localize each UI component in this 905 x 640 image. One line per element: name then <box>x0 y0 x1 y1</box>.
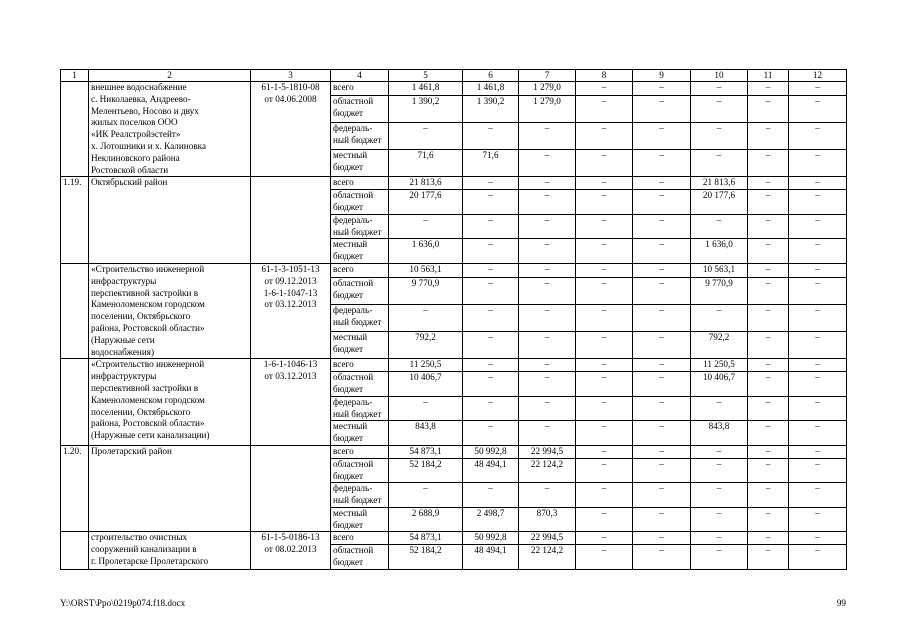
value-cell: – <box>463 263 519 277</box>
value-cell: 10 563,1 <box>691 263 748 277</box>
header-cell: 8 <box>576 70 633 82</box>
value-cell: – <box>576 458 633 483</box>
value-cell: – <box>748 507 789 532</box>
value-cell: – <box>576 332 633 359</box>
value-cell: – <box>633 545 691 570</box>
value-cell: – <box>576 239 633 264</box>
value-cell: – <box>633 483 691 508</box>
value-cell: – <box>633 150 691 177</box>
value-cell: – <box>576 359 633 372</box>
budget-type: всего <box>331 82 389 96</box>
value-cell: – <box>748 305 789 332</box>
document-reference: 61-1-3-1051-13 от 09.12.2013 1-6-1-1047-13 от 03.12.2013 <box>251 263 331 358</box>
value-cell: – <box>576 445 633 458</box>
value-cell: – <box>463 177 519 190</box>
value-cell: – <box>691 483 748 508</box>
value-cell: – <box>519 359 576 372</box>
value-cell: – <box>789 214 847 239</box>
value-cell: 10 563,1 <box>389 263 463 277</box>
value-cell: – <box>748 483 789 508</box>
value-cell: – <box>789 421 847 446</box>
budget-type: местный бюджет <box>331 421 389 446</box>
value-cell: – <box>789 532 847 545</box>
value-cell: – <box>789 150 847 177</box>
page-number: 99 <box>836 598 846 608</box>
value-cell: – <box>633 458 691 483</box>
document-reference <box>251 177 331 264</box>
value-cell: 11 250,5 <box>389 359 463 372</box>
value-cell: 9 770,9 <box>389 278 463 305</box>
value-cell: – <box>748 396 789 421</box>
value-cell: 1 636,0 <box>389 239 463 264</box>
value-cell: – <box>519 332 576 359</box>
value-cell: 54 873,1 <box>389 445 463 458</box>
header-cell: 3 <box>251 70 331 82</box>
value-cell: – <box>691 545 748 570</box>
item-number <box>61 82 89 177</box>
value-cell: – <box>691 123 748 150</box>
document-reference <box>251 445 331 532</box>
value-cell: – <box>748 445 789 458</box>
value-cell: – <box>389 214 463 239</box>
value-cell: – <box>389 483 463 508</box>
value-cell: – <box>633 372 691 397</box>
budget-type: областной бюджет <box>331 545 389 570</box>
value-cell: – <box>389 396 463 421</box>
value-cell: – <box>463 396 519 421</box>
item-number <box>61 263 89 358</box>
value-cell: – <box>748 458 789 483</box>
value-cell: – <box>691 458 748 483</box>
value-cell: 50 992,8 <box>463 532 519 545</box>
value-cell: – <box>576 123 633 150</box>
value-cell: – <box>748 263 789 277</box>
header-cell: 11 <box>748 70 789 82</box>
value-cell: – <box>748 214 789 239</box>
object-name: «Строительство инженерной инфраструктуры перспективной застройки в Каменоломенском городском поселении, Октябрьского района, Ростовской области» (Наружные сети водоснабжения) <box>89 263 251 358</box>
value-cell: 22 124,2 <box>519 545 576 570</box>
table-row <box>61 532 847 545</box>
value-cell: – <box>576 263 633 277</box>
table-row <box>61 263 847 277</box>
value-cell: – <box>519 483 576 508</box>
value-cell: 22 124,2 <box>519 458 576 483</box>
value-cell: 22 994,5 <box>519 445 576 458</box>
value-cell: – <box>576 177 633 190</box>
value-cell: – <box>576 82 633 96</box>
value-cell: 1 279,0 <box>519 96 576 123</box>
value-cell: – <box>789 332 847 359</box>
value-cell: – <box>748 372 789 397</box>
value-cell: – <box>633 359 691 372</box>
budget-type: всего <box>331 177 389 190</box>
value-cell: – <box>691 532 748 545</box>
value-cell: – <box>789 396 847 421</box>
value-cell: 21 813,6 <box>691 177 748 190</box>
value-cell: – <box>691 150 748 177</box>
budget-type: местный бюджет <box>331 332 389 359</box>
value-cell: – <box>789 82 847 96</box>
value-cell: – <box>519 372 576 397</box>
value-cell: – <box>691 96 748 123</box>
budget-type: федераль- ный бюджет <box>331 214 389 239</box>
table-row <box>61 359 847 372</box>
value-cell: – <box>519 421 576 446</box>
header-cell: 10 <box>691 70 748 82</box>
value-cell: 52 184,2 <box>389 458 463 483</box>
header-cell: 5 <box>389 70 463 82</box>
value-cell: – <box>633 263 691 277</box>
value-cell: – <box>519 239 576 264</box>
budget-type: федераль- ный бюджет <box>331 123 389 150</box>
value-cell: – <box>748 96 789 123</box>
value-cell: – <box>748 190 789 215</box>
budget-type: областной бюджет <box>331 96 389 123</box>
value-cell: 792,2 <box>389 332 463 359</box>
value-cell: – <box>576 483 633 508</box>
budget-table <box>60 69 847 570</box>
value-cell: – <box>748 359 789 372</box>
value-cell: – <box>389 305 463 332</box>
value-cell: – <box>463 332 519 359</box>
value-cell: – <box>576 421 633 446</box>
value-cell: – <box>519 278 576 305</box>
value-cell: – <box>463 190 519 215</box>
value-cell: 10 406,7 <box>691 372 748 397</box>
header-cell: 7 <box>519 70 576 82</box>
value-cell: 843,8 <box>389 421 463 446</box>
budget-type: федераль- ный бюджет <box>331 396 389 421</box>
value-cell: 843,8 <box>691 421 748 446</box>
budget-type: федераль- ный бюджет <box>331 305 389 332</box>
value-cell: – <box>748 239 789 264</box>
value-cell: – <box>789 123 847 150</box>
value-cell: – <box>748 123 789 150</box>
item-number <box>61 532 89 569</box>
header-cell: 6 <box>463 70 519 82</box>
value-cell: – <box>576 305 633 332</box>
table-row <box>61 445 847 458</box>
value-cell: – <box>633 82 691 96</box>
value-cell: – <box>691 507 748 532</box>
value-cell: – <box>576 96 633 123</box>
value-cell: – <box>463 239 519 264</box>
value-cell: 870,3 <box>519 507 576 532</box>
document-reference: 61-1-5-1810-08 от 04.06.2008 <box>251 82 331 177</box>
value-cell: – <box>748 332 789 359</box>
value-cell: – <box>576 278 633 305</box>
value-cell: – <box>519 177 576 190</box>
value-cell: – <box>789 96 847 123</box>
value-cell: – <box>576 532 633 545</box>
value-cell: – <box>789 545 847 570</box>
value-cell: – <box>789 507 847 532</box>
value-cell: – <box>633 532 691 545</box>
value-cell: – <box>748 421 789 446</box>
value-cell: – <box>691 305 748 332</box>
value-cell: – <box>576 214 633 239</box>
value-cell: – <box>576 372 633 397</box>
value-cell: 1 279,0 <box>519 82 576 96</box>
header-cell: 1 <box>61 70 89 82</box>
value-cell: 1 461,8 <box>389 82 463 96</box>
value-cell: – <box>633 421 691 446</box>
value-cell: – <box>789 359 847 372</box>
value-cell: – <box>691 396 748 421</box>
value-cell: – <box>748 532 789 545</box>
value-cell: – <box>633 123 691 150</box>
value-cell: – <box>633 96 691 123</box>
value-cell: – <box>519 305 576 332</box>
value-cell: – <box>519 190 576 215</box>
budget-type: всего <box>331 359 389 372</box>
value-cell: – <box>463 278 519 305</box>
value-cell: 48 494,1 <box>463 458 519 483</box>
value-cell: 2 498,7 <box>463 507 519 532</box>
value-cell: 2 688,9 <box>389 507 463 532</box>
value-cell: 50 992,8 <box>463 445 519 458</box>
budget-type: областной бюджет <box>331 190 389 215</box>
object-name: «Строительство инженерной инфраструктуры перспективной застройки в Каменоломенском городском поселении, Октябрьского района, Ростовской области» (Наружные сети канализации) <box>89 359 251 446</box>
value-cell: – <box>389 123 463 150</box>
value-cell: 792,2 <box>691 332 748 359</box>
file-path: Y:\ORST\Ppo\0219p074.f18.docx <box>60 598 186 608</box>
value-cell: 54 873,1 <box>389 532 463 545</box>
value-cell: – <box>576 507 633 532</box>
value-cell: – <box>789 239 847 264</box>
value-cell: 1 390,2 <box>389 96 463 123</box>
value-cell: 71,6 <box>389 150 463 177</box>
value-cell: – <box>519 396 576 421</box>
value-cell: – <box>463 372 519 397</box>
value-cell: 52 184,2 <box>389 545 463 570</box>
budget-type: федераль- ный бюджет <box>331 483 389 508</box>
value-cell: 20 177,6 <box>389 190 463 215</box>
value-cell: – <box>519 263 576 277</box>
value-cell: – <box>576 150 633 177</box>
value-cell: – <box>519 150 576 177</box>
table-row <box>61 82 847 96</box>
value-cell: – <box>576 396 633 421</box>
document-reference: 61-1-5-0186-13 от 08.02.2013 <box>251 532 331 569</box>
budget-type: областной бюджет <box>331 458 389 483</box>
value-cell: – <box>789 305 847 332</box>
value-cell: 71,6 <box>463 150 519 177</box>
document-reference: 1-6-1-1046-13 от 03.12.2013 <box>251 359 331 446</box>
value-cell: 1 636,0 <box>691 239 748 264</box>
value-cell: – <box>463 483 519 508</box>
value-cell: – <box>463 123 519 150</box>
value-cell: – <box>463 421 519 446</box>
value-cell: – <box>633 239 691 264</box>
value-cell: – <box>748 177 789 190</box>
value-cell: – <box>789 278 847 305</box>
value-cell: – <box>789 445 847 458</box>
value-cell: – <box>576 545 633 570</box>
value-cell: – <box>748 545 789 570</box>
value-cell: 9 770,9 <box>691 278 748 305</box>
value-cell: – <box>748 278 789 305</box>
object-name: Пролетарский район <box>89 445 251 532</box>
value-cell: – <box>463 359 519 372</box>
header-cell: 4 <box>331 70 389 82</box>
header-row <box>61 70 847 82</box>
object-name: внешнее водоснабжение с. Николаевка, Андреево- Мелентьево, Носово и двух жилых поселков ООО «ИК Реалстройэстейт» х. Лотошники и х. Калиновка Неклиновского района Ростовской области <box>89 82 251 177</box>
value-cell: – <box>633 214 691 239</box>
value-cell: 11 250,5 <box>691 359 748 372</box>
value-cell: – <box>789 263 847 277</box>
header-cell: 2 <box>89 70 251 82</box>
value-cell: – <box>789 177 847 190</box>
value-cell: – <box>519 214 576 239</box>
object-name: строительство очистных сооружений канализации в г. Пролетарске Пролетарского <box>89 532 251 569</box>
budget-type: местный бюджет <box>331 507 389 532</box>
value-cell: – <box>633 278 691 305</box>
budget-type: всего <box>331 532 389 545</box>
table-body <box>61 82 847 570</box>
value-cell: – <box>633 177 691 190</box>
value-cell: 20 177,6 <box>691 190 748 215</box>
value-cell: 10 406,7 <box>389 372 463 397</box>
value-cell: – <box>519 123 576 150</box>
value-cell: – <box>789 190 847 215</box>
value-cell: – <box>789 483 847 508</box>
value-cell: – <box>633 507 691 532</box>
item-number: 1.19. <box>61 177 89 264</box>
value-cell: – <box>463 214 519 239</box>
value-cell: – <box>633 305 691 332</box>
value-cell: 1 461,8 <box>463 82 519 96</box>
budget-type: местный бюджет <box>331 239 389 264</box>
table-row <box>61 177 847 190</box>
budget-type: всего <box>331 263 389 277</box>
value-cell: – <box>748 82 789 96</box>
item-number: 1.20. <box>61 445 89 532</box>
value-cell: – <box>748 150 789 177</box>
value-cell: – <box>691 82 748 96</box>
value-cell: – <box>633 445 691 458</box>
value-cell: – <box>576 190 633 215</box>
item-number <box>61 359 89 446</box>
value-cell: – <box>789 458 847 483</box>
value-cell: – <box>691 214 748 239</box>
budget-type: всего <box>331 445 389 458</box>
value-cell: 48 494,1 <box>463 545 519 570</box>
budget-type: областной бюджет <box>331 372 389 397</box>
object-name: Октябрьский район <box>89 177 251 264</box>
header-cell: 9 <box>633 70 691 82</box>
value-cell: 22 994,5 <box>519 532 576 545</box>
budget-type: местный бюджет <box>331 150 389 177</box>
value-cell: – <box>633 190 691 215</box>
value-cell: – <box>633 332 691 359</box>
budget-type: областной бюджет <box>331 278 389 305</box>
value-cell: – <box>633 396 691 421</box>
value-cell: – <box>463 305 519 332</box>
value-cell: – <box>691 445 748 458</box>
value-cell: 1 390,2 <box>463 96 519 123</box>
value-cell: 21 813,6 <box>389 177 463 190</box>
value-cell: – <box>789 372 847 397</box>
header-cell: 12 <box>789 70 847 82</box>
